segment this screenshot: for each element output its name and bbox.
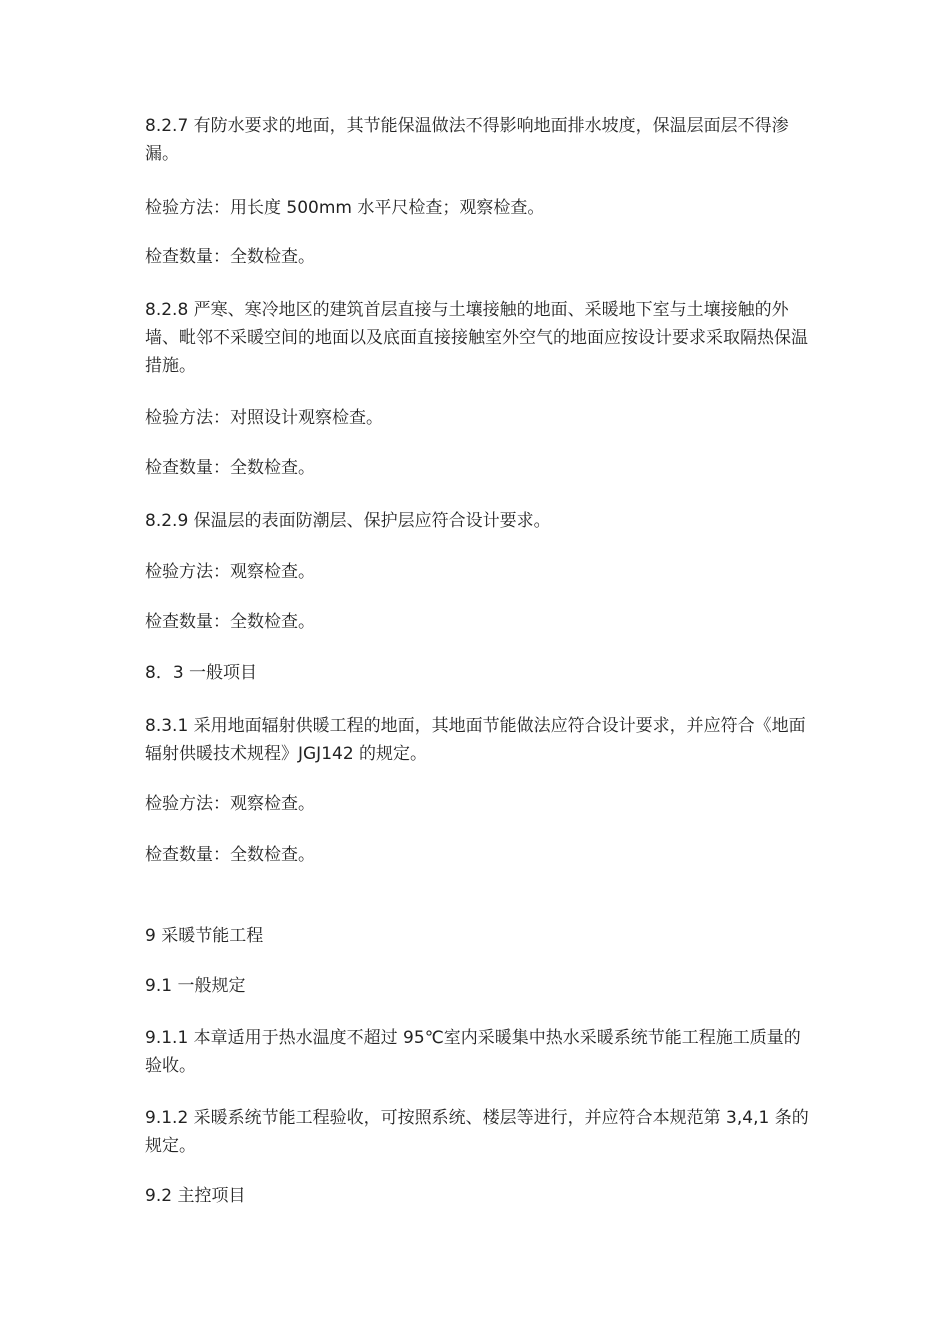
inspection-method: 检验方法：观察检查。 [145, 562, 315, 582]
clause-8-3-1: 8.3.1 采用地面辐射供暖工程的地面，其地面节能做法应符合设计要求，并应符合《地面辐射供暖技术规程》JGJ142 的规定。 [145, 716, 806, 764]
clause-9-1-2: 9.1.2 采暖系统节能工程验收，可按照系统、楼层等进行，并应符合本规范第 3,4,1 条的规定。 [145, 1108, 809, 1156]
inspection-method: 检验方法：观察检查。 [145, 794, 315, 814]
clause-8-2-7: 8.2.7 有防水要求的地面，其节能保温做法不得影响地面排水坡度，保温层面层不得渗漏。 [145, 116, 789, 164]
inspection-method: 检验方法：对照设计观察检查。 [145, 408, 383, 428]
section-heading-9-2: 9.2 主控项目 [145, 1186, 246, 1206]
chapter-heading-9: 9 采暖节能工程 [145, 926, 264, 946]
clause-8-2-8: 8.2.8 严寒、寒冷地区的建筑首层直接与土壤接触的地面、采暖地下室与土壤接触的外墙、毗邻不采暖空间的地面以及底面直接接触室外空气的地面应按设计要求采取隔热保温措施。 [145, 300, 808, 376]
clause-8-2-9: 8.2.9 保温层的表面防潮层、保护层应符合设计要求。 [145, 511, 551, 531]
section-heading-8-3: 8．3 一般项目 [145, 663, 258, 683]
section-heading-9-1: 9.1 一般规定 [145, 976, 246, 996]
inspection-quantity: 检查数量：全数检查。 [145, 845, 315, 865]
inspection-quantity: 检查数量：全数检查。 [145, 458, 315, 478]
inspection-method: 检验方法：用长度 500mm 水平尺检查；观察检查。 [145, 198, 545, 218]
inspection-quantity: 检查数量：全数检查。 [145, 247, 315, 267]
inspection-quantity: 检查数量：全数检查。 [145, 612, 315, 632]
clause-9-1-1: 9.1.1 本章适用于热水温度不超过 95℃室内采暖集中热水采暖系统节能工程施工质量的验收。 [145, 1028, 801, 1076]
